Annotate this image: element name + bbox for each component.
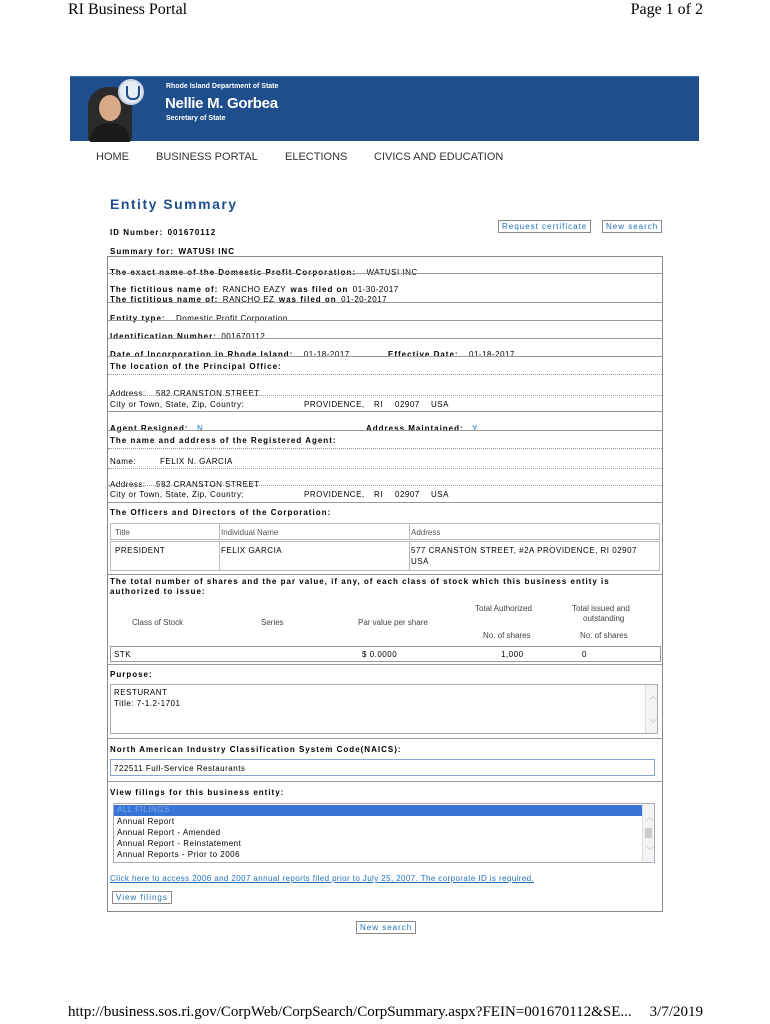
address-maintained-value: Y — [472, 424, 478, 433]
scroll-up-icon[interactable]: ︿ — [649, 692, 658, 701]
fictitious-filed-1: was filed on — [290, 285, 349, 294]
naics-field[interactable] — [110, 759, 655, 776]
officer-name: FELIX GARCIA — [221, 546, 283, 555]
share-class: STK — [114, 650, 132, 659]
exact-name-label: The exact name of the Domestic Profit Corporation: — [110, 268, 357, 277]
fictitious-label-1: The fictitious name of: — [110, 285, 219, 294]
principal-country: USA — [431, 400, 449, 409]
filing-option-amended[interactable]: Annual Report - Amended — [117, 828, 221, 837]
scroll-down-icon[interactable]: ﹀ — [649, 719, 658, 728]
share-row — [110, 646, 661, 662]
naics-value: 722511 Full-Service Restaurants — [114, 764, 246, 773]
summary-for-value: WATUSI INC — [178, 247, 235, 256]
scroll-down-icon[interactable]: ﹀ — [646, 846, 655, 855]
view-filings-button[interactable]: View filings — [112, 891, 172, 904]
principal-state: RI — [374, 400, 383, 409]
print-page-number: Page 1 of 2 — [630, 1, 703, 18]
officers-label: The Officers and Directors of the Corporation: — [110, 508, 332, 517]
fictitious-name-1: RANCHO EAZY — [222, 285, 287, 294]
state-seal-icon — [118, 79, 144, 105]
shares-label-line2: authorized to issue: — [110, 587, 206, 596]
filings-listbox[interactable] — [113, 803, 655, 863]
entity-type-value: Domestic Profit Corporation — [176, 314, 288, 323]
col-individual-name: Individual Name — [221, 528, 279, 537]
agent-city: PROVIDENCE, — [304, 490, 365, 499]
col-total-issued: Total issued and — [572, 604, 630, 613]
officers-table-header — [110, 523, 660, 540]
agent-address-label: Address: — [110, 480, 146, 489]
purpose-textarea[interactable] — [110, 684, 658, 734]
new-search-bottom-button[interactable]: New search — [356, 921, 416, 934]
filing-option-all[interactable]: ALL FILINGS — [114, 805, 642, 816]
col-address: Address — [411, 528, 441, 537]
address-maintained-label: Address Maintained: — [366, 424, 464, 433]
officer-title: PRESIDENT — [115, 546, 166, 555]
principal-city-label: City or Town, State, Zip, Country: — [110, 400, 245, 409]
identification-label: Identification Number: — [110, 332, 217, 341]
secretary-role: Secretary of State — [166, 115, 226, 122]
purpose-line1: RESTURANT — [114, 688, 168, 697]
col-class-of-stock: Class of Stock — [132, 618, 184, 627]
site-banner — [70, 76, 699, 141]
share-total-issued: 0 — [582, 650, 587, 659]
col-series: Series — [261, 618, 284, 627]
filing-option-prior-2006[interactable]: Annual Reports - Prior to 2006 — [117, 850, 241, 859]
scroll-thumb[interactable] — [645, 828, 652, 838]
purpose-scrollbar[interactable] — [645, 685, 657, 733]
registered-agent-label: The name and address of the Registered Agent: — [110, 436, 337, 445]
new-search-button[interactable]: New search — [602, 220, 662, 233]
fictitious-date-2: 01-20-2017 — [341, 295, 388, 304]
scroll-up-icon[interactable]: ︿ — [646, 813, 655, 822]
principal-address-label: Address: — [110, 389, 146, 398]
nav-business-portal[interactable]: BUSINESS PORTAL — [156, 151, 258, 163]
officer-row — [110, 541, 660, 571]
print-url: http://business.sos.ri.gov/CorpWeb/CorpSearch/CorpSummary.aspx?FEIN=001670112&SE... — [68, 1004, 632, 1020]
naics-label: North American Industry Classification System Code(NAICS): — [110, 745, 402, 754]
share-par-value: $ 0.0000 — [362, 650, 398, 659]
purpose-label: Purpose: — [110, 670, 153, 679]
page-title: Entity Summary — [110, 196, 238, 212]
fictitious-filed-2: was filed on — [278, 295, 337, 304]
id-number-label: ID Number: — [110, 228, 164, 237]
principal-zip: 02907 — [395, 400, 420, 409]
principal-office-label: The location of the Principal Office: — [110, 362, 282, 371]
effective-date-label: Effective Date: — [388, 350, 459, 359]
filing-option-annual[interactable]: Annual Report — [117, 817, 175, 826]
principal-address-value: 582 CRANSTON STREET — [156, 389, 260, 398]
officer-address-line2: USA — [411, 557, 429, 566]
agent-name-label: Name: — [110, 457, 137, 466]
prior-reports-link[interactable]: Click here to access 2006 and 2007 annual reports filed prior to July 25, 2007. The corporate ID is required. — [110, 874, 535, 883]
nav-elections[interactable]: ELECTIONS — [285, 151, 348, 163]
agent-name-value: FELIX N. GARCIA — [160, 457, 233, 466]
agent-state: RI — [374, 490, 383, 499]
nav-home[interactable]: HOME — [96, 151, 129, 163]
share-total-authorized: 1,000 — [501, 650, 524, 659]
fictitious-name-2: RANCHO EZ — [222, 295, 275, 304]
fictitious-label-2: The fictitious name of: — [110, 295, 219, 304]
entity-type-label: Entity type: — [110, 314, 166, 323]
agent-resigned-value: N — [197, 424, 204, 433]
col-par-value: Par value per share — [358, 618, 428, 627]
exact-name-value: WATUSI INC — [366, 268, 418, 277]
secretary-name: Nellie M. Gorbea — [165, 95, 278, 112]
effective-date-value: 01-18-2017 — [469, 350, 515, 359]
principal-city: PROVIDENCE, — [304, 400, 365, 409]
id-number — [110, 222, 216, 240]
shares-table-header — [110, 600, 662, 648]
request-certificate-button[interactable]: Request certificate — [498, 220, 591, 233]
col-total-issued-line2: outstanding — [583, 614, 625, 623]
identification-value: 001670112 — [221, 332, 266, 341]
shares-label-line1: The total number of shares and the par value, if any, of each class of stock which this business entity is — [110, 577, 610, 586]
agent-address-value: 582 CRANSTON STREET — [156, 480, 260, 489]
print-header — [0, 0, 770, 24]
agent-city-label: City or Town, State, Zip, Country: — [110, 490, 245, 499]
col-no-shares-auth: No. of shares — [483, 631, 531, 640]
incorporation-date-value: 01-18-2017 — [303, 350, 350, 359]
agent-country: USA — [431, 490, 449, 499]
agent-resigned-label: Agent Resigned: — [110, 424, 189, 433]
filings-scrollbar[interactable] — [642, 804, 654, 862]
col-no-shares-issued: No. of shares — [580, 631, 628, 640]
print-date: 3/7/2019 — [649, 1004, 703, 1020]
officer-address-line1: 577 CRANSTON STREET, #2A PROVIDENCE, RI 02907 — [411, 546, 637, 555]
col-title: Title — [115, 528, 130, 537]
purpose-line2: Title: 7-1.2-1701 — [114, 699, 181, 708]
summary-for-label: Summary for: — [110, 247, 175, 256]
filings-label: View filings for this business entity: — [110, 788, 285, 797]
incorporation-date-label: Date of Incorporation in Rhode Island: — [110, 350, 294, 359]
id-number-value: 001670112 — [167, 228, 217, 237]
department-name: Rhode Island Department of State — [166, 83, 279, 90]
print-title: RI Business Portal — [68, 1, 188, 18]
entity-summary-panel — [107, 256, 663, 912]
filing-option-reinstatement[interactable]: Annual Report - Reinstatement — [117, 839, 242, 848]
nav-civics-education[interactable]: CIVICS AND EDUCATION — [374, 151, 504, 163]
fictitious-date-1: 01-30-2017 — [352, 285, 399, 294]
col-total-authorized: Total Authorized — [475, 604, 532, 613]
agent-zip: 02907 — [395, 490, 420, 499]
